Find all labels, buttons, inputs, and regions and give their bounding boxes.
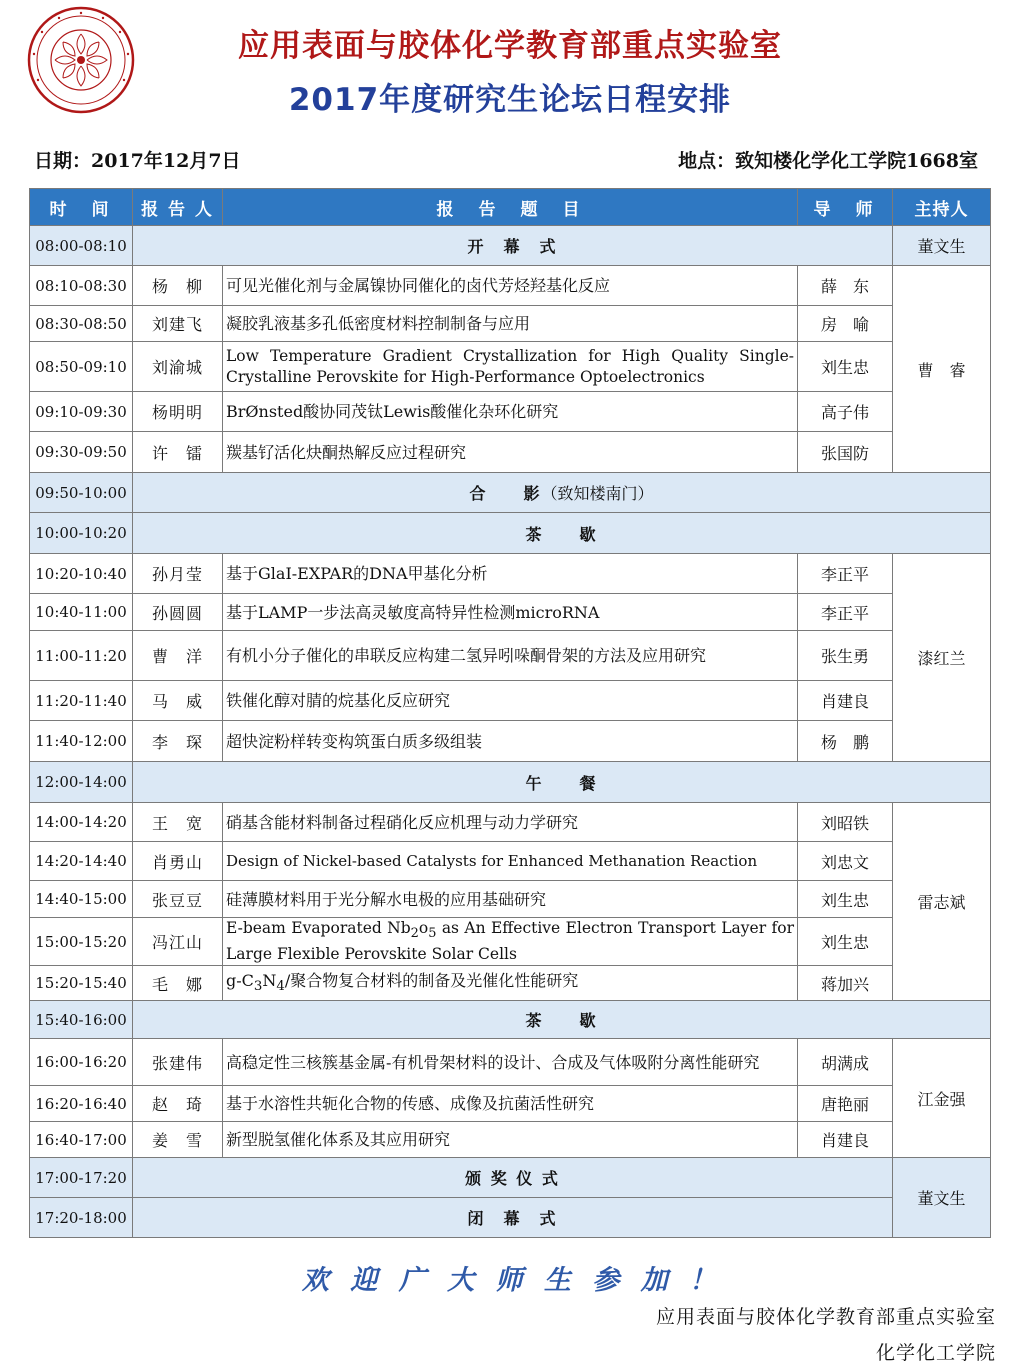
topic-cell: Low Temperature Gradient Crystallization for High Quality Single-Crystalline Perovskite for High-Performance Optoelectronics bbox=[223, 342, 798, 392]
organizer-lab: 应用表面与胶体化学教育部重点实验室 bbox=[655, 1306, 996, 1328]
time-cell: 15:00-15:20 bbox=[30, 918, 133, 966]
host-cell: 董文生 bbox=[893, 1158, 991, 1238]
table-row bbox=[30, 918, 991, 966]
table-row bbox=[30, 473, 991, 513]
speaker-cell: 孙月莹 bbox=[133, 554, 223, 594]
topic-cell: 凝胶乳液基多孔低密度材料控制制备与应用 bbox=[223, 306, 798, 342]
time-cell: 17:20-18:00 bbox=[30, 1198, 133, 1238]
time-cell: 14:20-14:40 bbox=[30, 842, 133, 881]
time-cell: 10:40-11:00 bbox=[30, 594, 133, 631]
speaker-cell: 孙圆圆 bbox=[133, 594, 223, 631]
speaker-cell: 毛 娜 bbox=[133, 966, 223, 1001]
topic-text: g-C bbox=[226, 970, 254, 990]
time-cell: 08:00-08:10 bbox=[30, 226, 133, 266]
advisor-cell: 张生勇 bbox=[798, 631, 893, 681]
table-row bbox=[30, 1039, 991, 1086]
topic-cell: 有机小分子催化的串联反应构建二氢异吲哚酮骨架的方法及应用研究 bbox=[223, 631, 798, 681]
time-cell: 10:00-10:20 bbox=[30, 513, 133, 554]
topic-subscript: 3 bbox=[253, 978, 263, 994]
table-row bbox=[30, 1086, 991, 1122]
table-row bbox=[30, 803, 991, 842]
time-cell: 15:40-16:00 bbox=[30, 1001, 133, 1039]
speaker-cell: 张豆豆 bbox=[133, 881, 223, 918]
advisor-cell: 李正平 bbox=[798, 594, 893, 631]
event-location: 地点：致知楼化学化工学院1668室 bbox=[678, 150, 978, 172]
organizer-school: 化学化工学院 bbox=[875, 1342, 996, 1364]
topic-cell: 高稳定性三核簇基金属-有机骨架材料的设计、合成及气体吸附分离性能研究 bbox=[223, 1039, 798, 1086]
host-cell: 江金强 bbox=[893, 1039, 991, 1158]
topic-text: o bbox=[418, 919, 429, 937]
time-cell: 09:50-10:00 bbox=[30, 473, 133, 513]
event-date: 日期：2017年12月7日 bbox=[34, 150, 241, 172]
time-cell: 14:00-14:20 bbox=[30, 803, 133, 842]
topic-subscript: 5 bbox=[428, 926, 437, 942]
topic-cell: 超快淀粉样转变构筑蛋白质多级组装 bbox=[223, 721, 798, 762]
time-cell: 11:40-12:00 bbox=[30, 721, 133, 762]
table-row bbox=[30, 1198, 991, 1238]
page-title: 应用表面与胶体化学教育部重点实验室 bbox=[238, 28, 782, 64]
speaker-cell: 刘建飞 bbox=[133, 306, 223, 342]
speaker-cell: 冯江山 bbox=[133, 918, 223, 966]
university-seal-icon bbox=[24, 6, 142, 114]
host-cell: 雷志斌 bbox=[893, 803, 991, 1001]
welcome-message: 欢 迎 广 大 师 生 参 加 ！ bbox=[301, 1265, 723, 1296]
table-row bbox=[30, 226, 991, 266]
table-row bbox=[30, 1158, 991, 1198]
topic-cell: 新型脱氢催化体系及其应用研究 bbox=[223, 1122, 798, 1158]
header-host: 主持人 bbox=[893, 189, 991, 226]
topic-cell: 可见光催化剂与金属镍协同催化的卤代芳烃羟基化反应 bbox=[223, 266, 798, 306]
topic-cell: 基于水溶性共轭化合物的传感、成像及抗菌活性研究 bbox=[223, 1086, 798, 1122]
advisor-cell: 肖建良 bbox=[798, 1122, 893, 1158]
page-subtitle: 2017年度研究生论坛日程安排 bbox=[288, 82, 732, 118]
time-cell: 12:00-14:00 bbox=[30, 762, 133, 803]
table-row bbox=[30, 1122, 991, 1158]
topic-text: N bbox=[262, 970, 277, 990]
host-cell: 曹 睿 bbox=[893, 266, 991, 473]
table-row bbox=[30, 1001, 991, 1039]
event-note: （致知楼南门） bbox=[541, 484, 654, 503]
topic-cell: BrØnsted酸协同茂钛Lewis酸催化杂环化研究 bbox=[223, 392, 798, 432]
speaker-cell: 许 镭 bbox=[133, 432, 223, 473]
advisor-cell: 刘忠文 bbox=[798, 842, 893, 881]
topic-text: /聚合物复合材料的制备及光催化性能研究 bbox=[284, 970, 579, 990]
table-row bbox=[30, 554, 991, 594]
time-cell: 11:20-11:40 bbox=[30, 681, 133, 721]
topic-text: as An Effective Electron Transport Layer for Large Flexible Perovskite Solar Cells bbox=[226, 919, 794, 964]
advisor-cell: 高子伟 bbox=[798, 392, 893, 432]
topic-subscript: 4 bbox=[276, 978, 285, 994]
advisor-cell: 刘昭铁 bbox=[798, 803, 893, 842]
topic-subscript: 2 bbox=[410, 926, 419, 942]
speaker-cell: 姜 雪 bbox=[133, 1122, 223, 1158]
table-row bbox=[30, 266, 991, 306]
table-row bbox=[30, 681, 991, 721]
topic-cell bbox=[223, 918, 798, 966]
header-advisor: 导 师 bbox=[798, 189, 893, 226]
table-row bbox=[30, 306, 991, 342]
topic-cell: 硝基含能材料制备过程硝化反应机理与动力学研究 bbox=[223, 803, 798, 842]
time-cell: 16:00-16:20 bbox=[30, 1039, 133, 1086]
topic-cell: Design of Nickel-based Catalysts for Enhanced Methanation Reaction bbox=[223, 842, 798, 881]
event-cell bbox=[133, 473, 991, 513]
event-cell: 午 餐 bbox=[133, 762, 991, 803]
table-row bbox=[30, 432, 991, 473]
advisor-cell: 蒋加兴 bbox=[798, 966, 893, 1001]
advisor-cell: 李正平 bbox=[798, 554, 893, 594]
time-cell: 10:20-10:40 bbox=[30, 554, 133, 594]
event-cell: 颁 奖 仪 式 bbox=[133, 1158, 893, 1198]
table-row bbox=[30, 392, 991, 432]
topic-text: E-beam Evaporated Nb bbox=[226, 919, 411, 937]
time-cell: 08:30-08:50 bbox=[30, 306, 133, 342]
advisor-cell: 刘生忠 bbox=[798, 881, 893, 918]
advisor-cell: 肖建良 bbox=[798, 681, 893, 721]
table-row bbox=[30, 842, 991, 881]
advisor-cell: 薛 东 bbox=[798, 266, 893, 306]
speaker-cell: 刘渝城 bbox=[133, 342, 223, 392]
time-cell: 09:30-09:50 bbox=[30, 432, 133, 473]
host-cell: 漆红兰 bbox=[893, 554, 991, 762]
header-topic: 报 告 题 目 bbox=[223, 189, 798, 226]
table-row bbox=[30, 762, 991, 803]
host-cell: 董文生 bbox=[893, 226, 991, 266]
table-row bbox=[30, 342, 991, 392]
time-cell: 14:40-15:00 bbox=[30, 881, 133, 918]
advisor-cell: 杨 鹏 bbox=[798, 721, 893, 762]
event-cell: 开 幕 式 bbox=[133, 226, 893, 266]
advisor-cell: 张国防 bbox=[798, 432, 893, 473]
event-cell: 茶 歇 bbox=[133, 1001, 991, 1039]
advisor-cell: 唐艳丽 bbox=[798, 1086, 893, 1122]
advisor-cell: 刘生忠 bbox=[798, 918, 893, 966]
speaker-cell: 马 威 bbox=[133, 681, 223, 721]
event-label: 合 影 bbox=[469, 484, 542, 503]
speaker-cell: 王 宽 bbox=[133, 803, 223, 842]
topic-cell: 基于GlaI-EXPAR的DNA甲基化分析 bbox=[223, 554, 798, 594]
advisor-cell: 房 喻 bbox=[798, 306, 893, 342]
speaker-cell: 赵 琦 bbox=[133, 1086, 223, 1122]
event-cell: 茶 歇 bbox=[133, 513, 991, 554]
advisor-cell: 刘生忠 bbox=[798, 342, 893, 392]
time-cell: 09:10-09:30 bbox=[30, 392, 133, 432]
table-row bbox=[30, 721, 991, 762]
time-cell: 08:50-09:10 bbox=[30, 342, 133, 392]
speaker-cell: 张建伟 bbox=[133, 1039, 223, 1086]
time-cell: 08:10-08:30 bbox=[30, 266, 133, 306]
event-cell: 闭 幕 式 bbox=[133, 1198, 893, 1238]
time-cell: 16:20-16:40 bbox=[30, 1086, 133, 1122]
table-row bbox=[30, 966, 991, 1001]
time-cell: 11:00-11:20 bbox=[30, 631, 133, 681]
table-row bbox=[30, 631, 991, 681]
topic-cell: 羰基钌活化炔酮热解反应过程研究 bbox=[223, 432, 798, 473]
time-cell: 17:00-17:20 bbox=[30, 1158, 133, 1198]
time-cell: 16:40-17:00 bbox=[30, 1122, 133, 1158]
speaker-cell: 李 琛 bbox=[133, 721, 223, 762]
topic-cell: 铁催化醇对腈的烷基化反应研究 bbox=[223, 681, 798, 721]
table-row bbox=[30, 881, 991, 918]
topic-cell: 硅薄膜材料用于光分解水电极的应用基础研究 bbox=[223, 881, 798, 918]
advisor-cell: 胡满成 bbox=[798, 1039, 893, 1086]
time-cell: 15:20-15:40 bbox=[30, 966, 133, 1001]
speaker-cell: 杨明明 bbox=[133, 392, 223, 432]
schedule-table bbox=[29, 188, 991, 1238]
speaker-cell: 曹 洋 bbox=[133, 631, 223, 681]
header-time: 时 间 bbox=[30, 189, 133, 226]
table-row bbox=[30, 594, 991, 631]
topic-cell: 基于LAMP一步法高灵敏度高特异性检测microRNA bbox=[223, 594, 798, 631]
table-header-row bbox=[30, 189, 991, 226]
topic-cell bbox=[223, 966, 798, 1001]
header-speaker: 报 告 人 bbox=[133, 189, 223, 226]
table-row bbox=[30, 513, 991, 554]
speaker-cell: 杨 柳 bbox=[133, 266, 223, 306]
speaker-cell: 肖勇山 bbox=[133, 842, 223, 881]
